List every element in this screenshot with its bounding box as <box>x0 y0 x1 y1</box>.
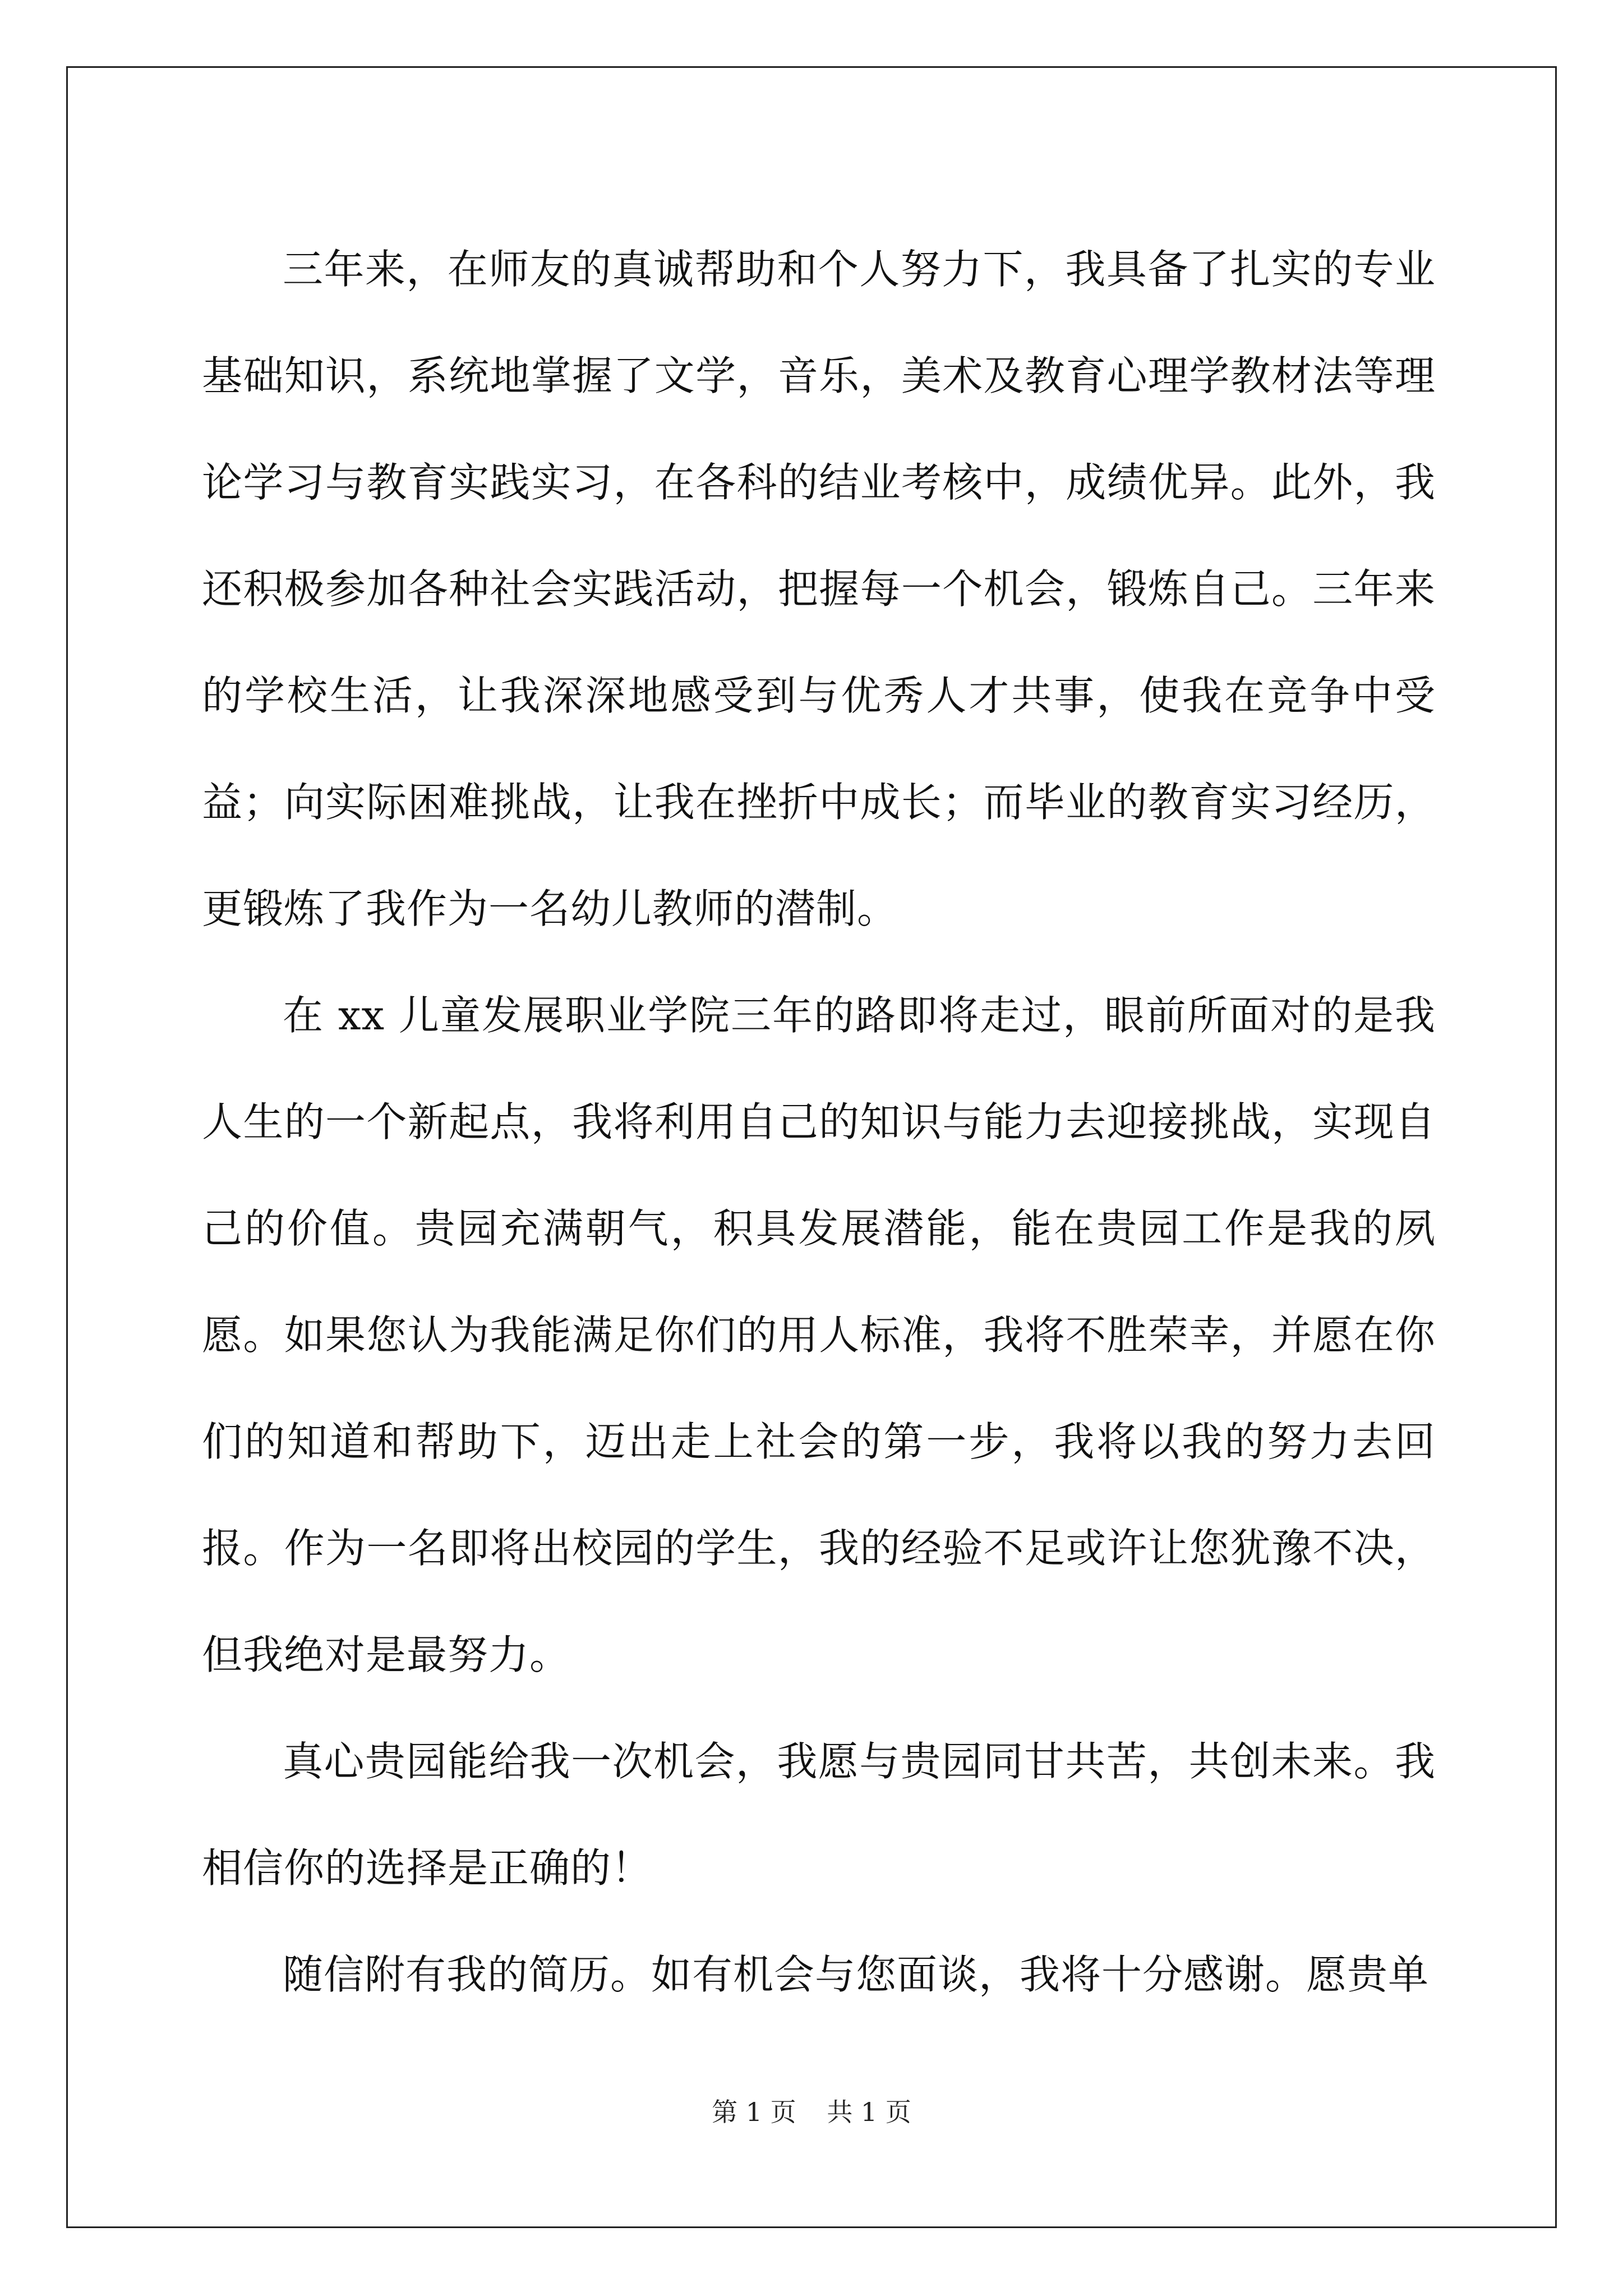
page-total: 共 1 页 <box>827 2097 911 2127</box>
page-footer <box>0 2095 1623 2129</box>
paragraph-3: 真心贵园能给我一次机会，我愿与贵园同甘共苦，共创未来。我相信你的选择是正确的！ <box>202 1738 1436 1892</box>
paragraph-4: 随信附有我的简历。如有机会与您面谈，我将十分感谢。愿贵单 <box>283 1951 1430 1998</box>
paragraph-2: 在 xx 儿童发展职业学院三年的路即将走过，眼前所面对的是我人生的一个新起点，我将利用自己的知识与能力去迎接挑战，实现自己的价值。贵园充满朝气，积具发展潜能，能在贵园工作是我的夙愿。如果您认为我能满足你们的用人标准，我将不胜荣幸，并愿在你们的知道和帮助下，迈出走上社会的第一步，我将以我的努力去回报。作为一名即将出校园的学生，我的经验不足或许让您犹豫不决，但我绝对是最努力。 <box>202 992 1436 1678</box>
paragraph-1: 三年来，在师友的真诚帮助和个人努力下，我具备了扎实的专业基础知识，系统地掌握了文学，音乐，美术及教育心理学教材法等理论学习与教育实践实习，在各科的结业考核中，成绩优异。此外，我还积极参加各种社会实践活动，把握每一个机会，锻炼自己。三年来的学校生活，让我深深地感受到与优秀人才共事，使我在竞争中受益；向实际困难挑战，让我在挫折中成长；而毕业的教育实习经历，更锻炼了我作为一名幼儿教师的潜制。 <box>202 246 1436 932</box>
page-number: 第 1 页 <box>712 2097 796 2127</box>
document-body <box>202 216 1436 2028</box>
